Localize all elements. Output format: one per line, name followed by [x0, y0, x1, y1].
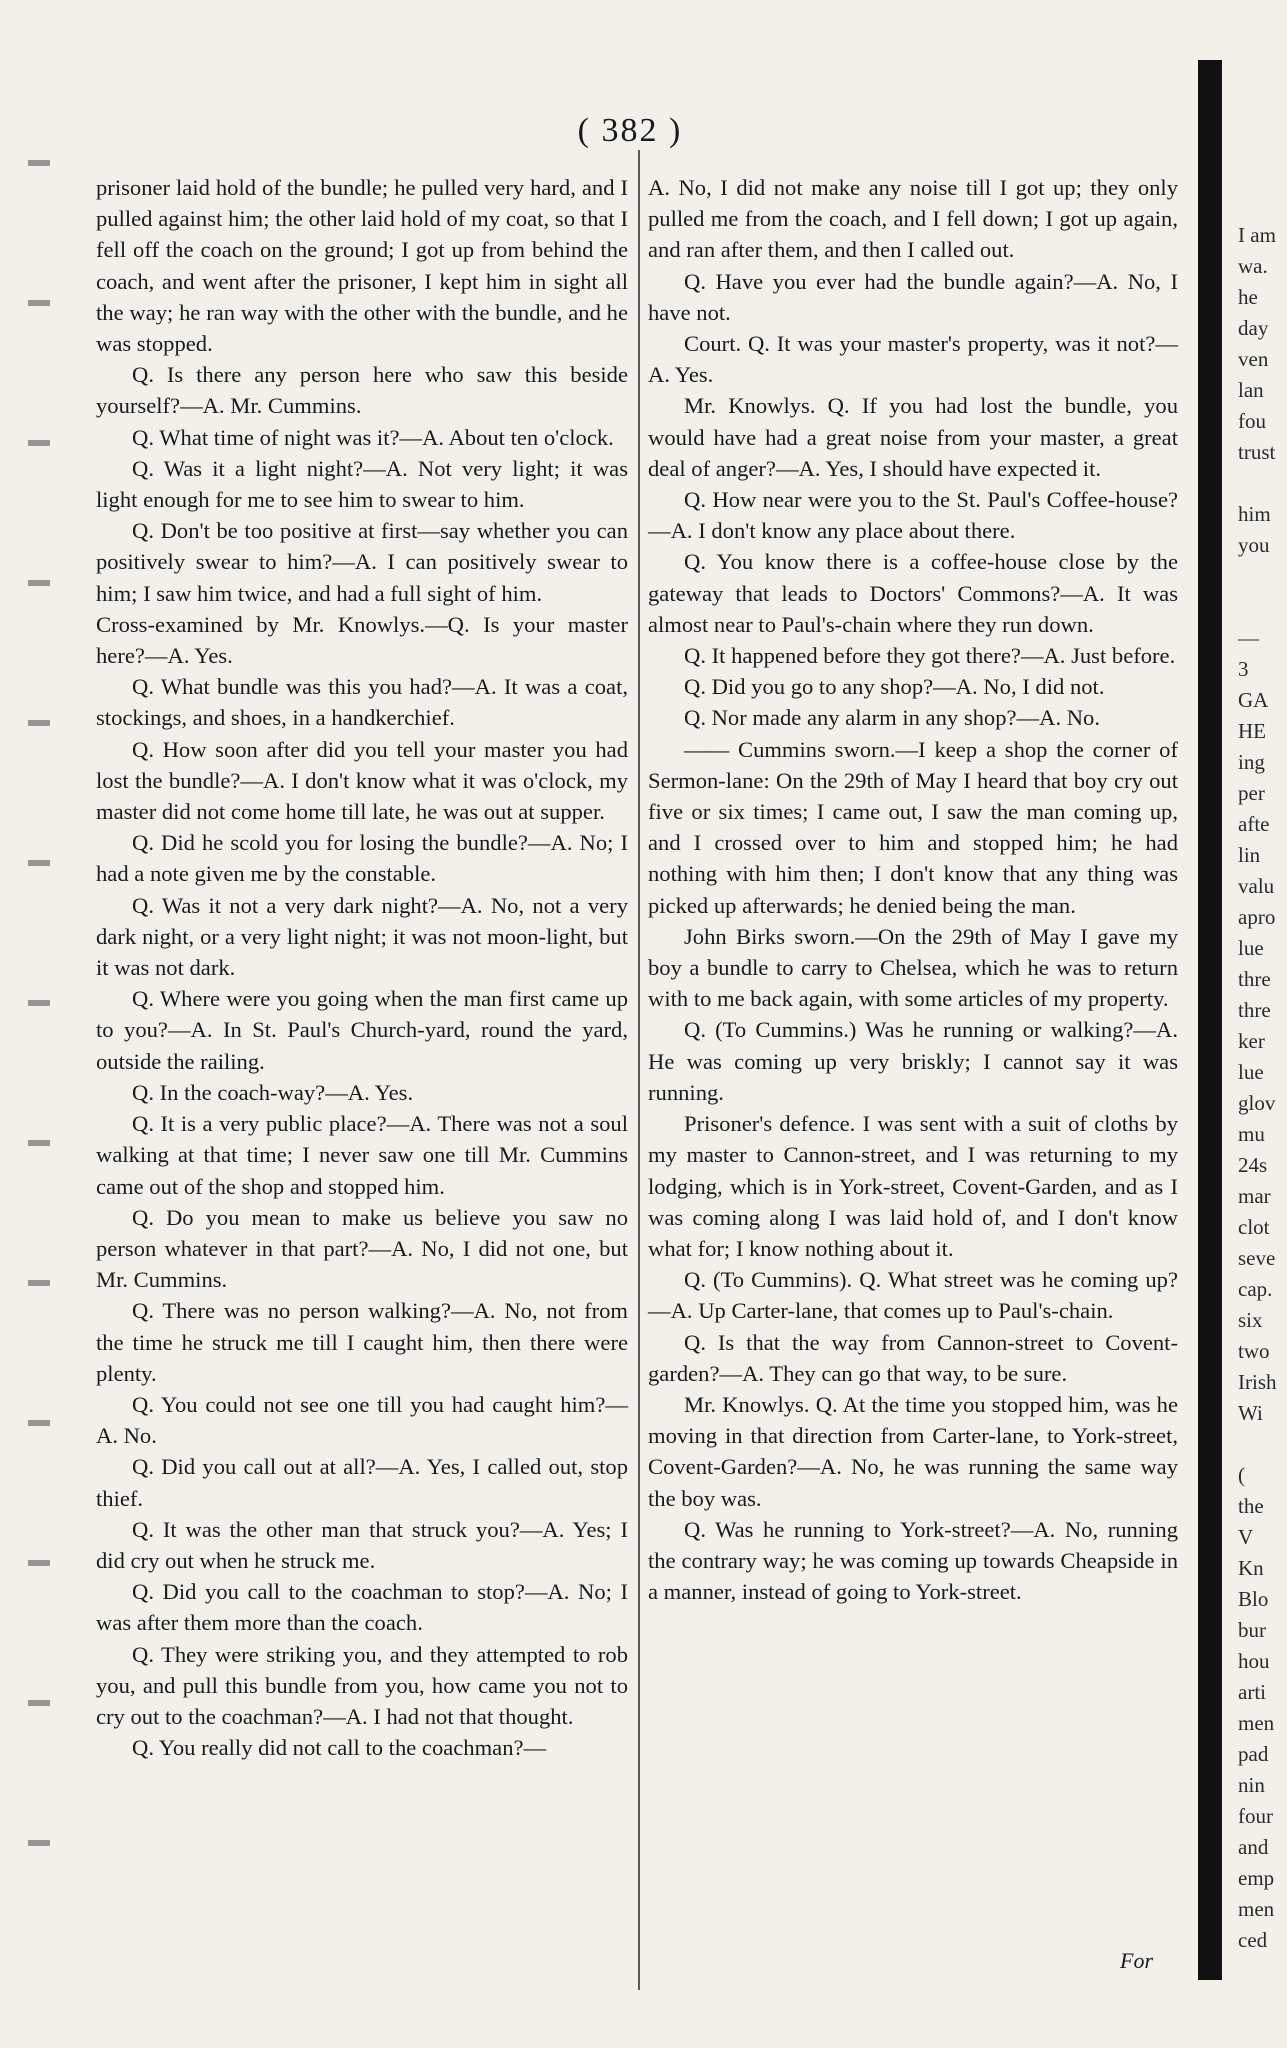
next-page-fragment: ced [1238, 1928, 1268, 1952]
next-page-fragment: GA [1238, 688, 1269, 712]
column-divider [638, 150, 640, 1990]
next-page-fragment: pad [1238, 1742, 1269, 1766]
binding-bar [1198, 60, 1222, 1980]
next-page-fragment: afte [1238, 812, 1270, 836]
next-page-fragment: day [1238, 316, 1269, 340]
next-page-fragment: ing [1238, 750, 1265, 774]
paragraph: Q. (To Cummins.) Was he running or walking?—A. He was coming up very briskly; I cannot say it was running. [648, 1017, 1178, 1105]
page-number: ( 382 ) [577, 112, 683, 149]
next-page-fragment: apro [1238, 905, 1276, 929]
paragraph: Q. It was the other man that struck you?—A. Yes; I did cry out when he struck me. [96, 1516, 628, 1573]
paragraph: Court. Q. It was your master's property, was it not?—A. Yes. [648, 331, 1178, 388]
next-page-fragment: thre [1238, 967, 1271, 991]
paragraph: Q. In the coach-way?—A. Yes. [132, 1079, 414, 1105]
paragraph: Q. Did you call to the coachman to stop?—A. No; I was after them more than the coach. [96, 1579, 628, 1636]
next-page-fragment: cap. [1238, 1277, 1273, 1301]
next-page-fragment: him [1238, 502, 1271, 526]
next-page-fragment: Kn [1238, 1556, 1264, 1580]
next-page-fragment: nin [1238, 1773, 1265, 1797]
gutter-marks [28, 100, 50, 1980]
next-page-fragment: arti [1238, 1680, 1266, 1704]
next-page-fragment: lue [1238, 1060, 1264, 1084]
next-page-fragment: trust [1238, 440, 1276, 464]
next-page-fragment: ( [1238, 1463, 1245, 1487]
paragraph: Q. Is there any person here who saw this beside yourself?—A. Mr. Cummins. [96, 362, 628, 419]
next-page-fragment: Blo [1238, 1587, 1269, 1611]
paragraph: Q. Was it a light night?—A. Not very light; it was light enough for me to see him to swear to him. [96, 455, 628, 513]
next-page-fragment: — [1238, 626, 1259, 650]
next-page-fragment: valu [1238, 874, 1275, 898]
left-column [96, 172, 628, 1763]
paragraph: A. No, I did not make any noise till I got up; they only pulled me from the coach, and I fell down; I got up again, and ran after them, and then I called out. [648, 175, 1178, 263]
next-page-fragment: two [1238, 1339, 1270, 1363]
next-page-fragment: lan [1238, 378, 1264, 402]
next-page-fragment: thre [1238, 998, 1271, 1022]
paragraph: Cross-examined by Mr. Knowlys.—Q. Is your master here?—A. Yes. [96, 611, 628, 669]
paragraph: Q. You could not see one till you had caught him?—A. No. [96, 1391, 628, 1449]
paragraph: Q. Nor made any alarm in any shop?—A. No. [684, 705, 1100, 731]
next-page-fragment: men [1238, 1897, 1275, 1921]
paragraph: Q. You really did not call to the coachman?— [132, 1735, 547, 1761]
paragraph: Q. Where were you going when the man first came up to you?—A. In St. Paul's Church-yard, round the yard, outside the railing. [96, 986, 628, 1074]
next-page-fragment [1238, 561, 1287, 592]
catchword: For [1120, 1948, 1153, 1973]
next-page-fragment: lue [1238, 936, 1264, 960]
next-page-fragment: V [1238, 1525, 1254, 1549]
paragraph: Q. It happened before they got there?—A. Just before. [684, 643, 1176, 669]
paragraph: Q. (To Cummins). Q. What street was he coming up?—A. Up Carter-lane, that comes up to Paul's-chain. [648, 1267, 1178, 1324]
paragraph: Q. Don't be too positive at first—say whether you can positively swear to him?—A. I can positively swear to him; I saw him twice, and had a full sight of him. [96, 518, 628, 606]
next-page-fragment: mar [1238, 1184, 1271, 1208]
next-page-fragment: 3 [1238, 657, 1249, 681]
next-page-fragment: six [1238, 1308, 1263, 1332]
next-page-fragment: ker [1238, 1029, 1265, 1053]
next-page-fragment: clot [1238, 1215, 1270, 1239]
paragraph: Mr. Knowlys. Q. If you had lost the bundle, you would have had a great noise from your master, a great deal of anger?—A. Yes, I should have expected it. [648, 393, 1178, 481]
paragraph: —— Cummins sworn.—I keep a shop the corner of Sermon-lane: On the 29th of May I heard that boy cry out five or six times; I came out, I saw the man coming up, and I crossed over to him and stopped him; he had nothing with him then; I don't know that any thing was picked up afterwards; he denied being the man. [648, 736, 1178, 918]
paragraph: Q. What bundle was this you had?—A. It was a coat, stockings, and shoes, in a handkerchief. [96, 674, 628, 731]
paragraph: Mr. Knowlys. Q. At the time you stopped him, was he moving in that direction from Carter-lane, to York-street, Covent-Garden?—A. No, he was running the same way the boy was. [648, 1391, 1178, 1511]
paragraph: Q. They were striking you, and they attempted to rob you, and pull this bundle from you, how came you not to cry out to the coachman?—A. I had not that thought. [96, 1641, 628, 1729]
next-page-fragment: four [1238, 1804, 1273, 1828]
paragraph: Q. Was it not a very dark night?—A. No, not a very dark night, or a very light night; it was not moon-light, but it was not dark. [96, 892, 628, 981]
next-page-fragment: he [1238, 285, 1258, 309]
next-page-fragment: lin [1238, 843, 1261, 867]
paragraph: Q. You know there is a coffee-house close by the gateway that leads to Doctors' Commons?—A. It was almost near to Paul's-chain where they run down. [648, 549, 1178, 637]
paragraph: John Birks sworn.—On the 29th of May I gave my boy a bundle to carry to Chelsea, which he was to return with to me back again, with some articles of my property. [648, 923, 1178, 1012]
next-page-fragment: 24s [1238, 1153, 1268, 1177]
paragraph: Q. What time of night was it?—A. About ten o'clock. [132, 424, 614, 450]
next-page-fragment: and [1238, 1835, 1269, 1859]
paragraph: Q. How near were you to the St. Paul's Coffee-house?—A. I don't know any place about there. [648, 487, 1178, 544]
right-column [648, 172, 1178, 1607]
next-page-fragment: seve [1238, 1246, 1276, 1270]
next-page-fragment [1238, 468, 1287, 499]
next-page-fragments [1238, 220, 1287, 2000]
next-page-fragment: bur [1238, 1618, 1266, 1642]
next-page-fragment: men [1238, 1711, 1275, 1735]
next-page-fragment: ven [1238, 347, 1269, 371]
next-page-fragment: fou [1238, 409, 1266, 433]
next-page-fragment [1238, 1429, 1287, 1460]
paragraph: Q. It is a very public place?—A. There was not a soul walking at that time; I never saw one till Mr. Cummins came out of the shop and stopped him. [96, 1111, 628, 1199]
paragraph: Q. How soon after did you tell your master you had lost the bundle?—A. I don't know what it was o'clock, my master did not come home till late, he was out at supper. [96, 736, 628, 825]
next-page-fragment [1238, 592, 1287, 623]
next-page-fragment: per [1238, 781, 1265, 805]
next-page-fragment: hou [1238, 1649, 1270, 1673]
paragraph: Prisoner's defence. I was sent with a suit of cloths by my master to Cannon-street, and I was returning to my lodging, which is in York-street, Covent-Garden, and as I was coming along I was laid hold of, and I don't know what for; I know nothing about it. [648, 1111, 1178, 1261]
paragraph: prisoner laid hold of the bundle; he pulled very hard, and I pulled against him; the other laid hold of my coat, so that I fell off the coach on the ground; I got up from behind the coach, and went after the prisoner, I kept him in sight all the way; he ran way with the other with the bundle, and he was stopped. [96, 175, 628, 357]
paragraph: Q. Did you go to any shop?—A. No, I did not. [684, 674, 1105, 700]
next-page-fragment: Irish [1238, 1370, 1277, 1394]
next-page-fragment: mu [1238, 1122, 1265, 1146]
next-page-fragment: wa. [1238, 254, 1268, 278]
paragraph: Q. Was he running to York-street?—A. No, running the contrary way; he was coming up towards Cheapside in a manner, instead of going to York-street. [648, 1516, 1178, 1605]
next-page-fragment: emp [1238, 1866, 1275, 1890]
next-page-fragment: the [1238, 1494, 1264, 1518]
paragraph: Q. Did you call out at all?—A. Yes, I called out, stop thief. [96, 1454, 628, 1511]
paragraph: Q. Did he scold you for losing the bundle?—A. No; I had a note given me by the constable. [96, 830, 628, 887]
next-page-fragment: Wi [1238, 1401, 1263, 1425]
paragraph: Q. Is that the way from Cannon-street to Covent-garden?—A. They can go that way, to be sure. [648, 1329, 1178, 1386]
next-page-fragment: I am [1238, 223, 1276, 247]
paragraph: Q. Do you mean to make us believe you saw no person whatever in that part?—A. No, I did not one, but Mr. Cummins. [96, 1204, 628, 1293]
next-page-fragment: you [1238, 533, 1270, 557]
paragraph: Q. Have you ever had the bundle again?—A. No, I have not. [648, 268, 1178, 325]
next-page-fragment: glov [1238, 1091, 1276, 1115]
paragraph: Q. There was no person walking?—A. No, not from the time he struck me till I caught him, then there were plenty. [96, 1298, 628, 1386]
next-page-fragment: HE [1238, 719, 1266, 743]
